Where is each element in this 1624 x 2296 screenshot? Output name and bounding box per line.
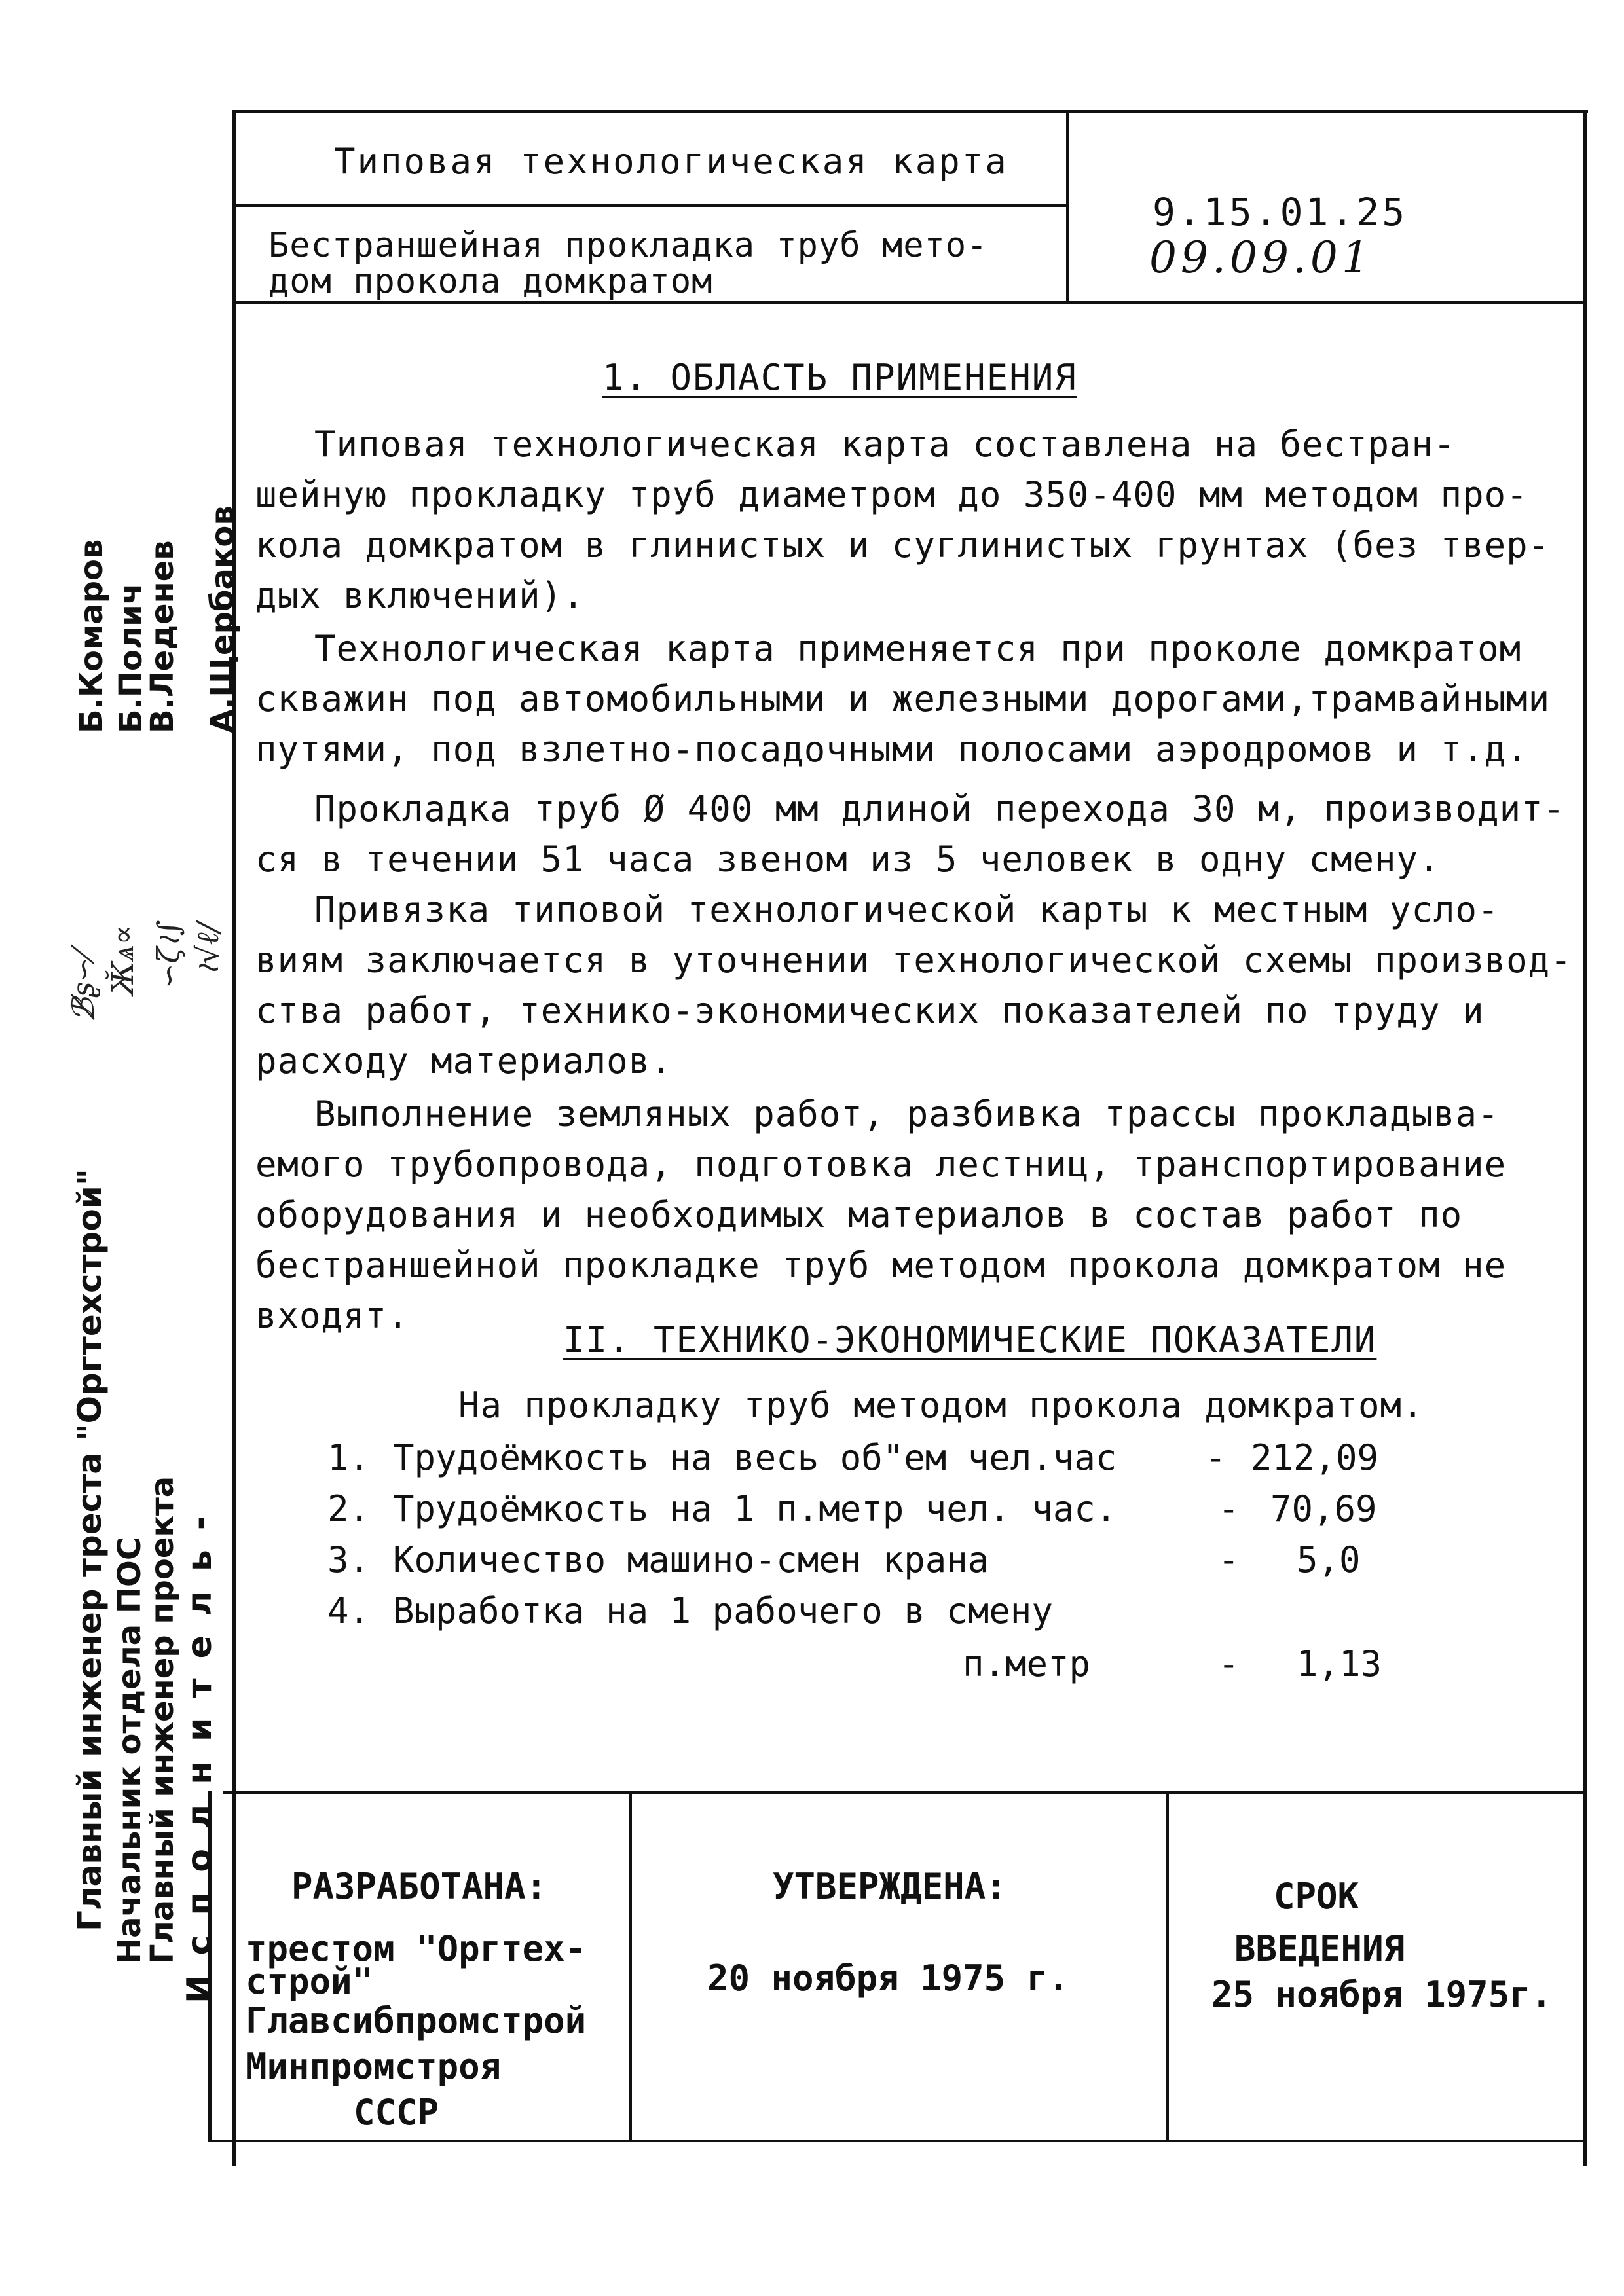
card-title: Типовая технологическая карта xyxy=(334,141,1008,182)
term-line: 25 ноября 1975г. xyxy=(1211,1974,1553,2015)
paragraph-line: Технологическая карта применяется при проколе домкратом xyxy=(314,628,1522,669)
indicator-number: 4. xyxy=(327,1590,371,1631)
developed-line: строй" xyxy=(246,1961,374,2002)
term-line: ВВЕДЕНИЯ xyxy=(1234,1928,1405,1969)
approved-date: 20 ноября 1975 г. xyxy=(707,1958,1069,1999)
indicator-value: 212,09 xyxy=(1251,1437,1379,1478)
indicator-row xyxy=(327,1437,1441,1488)
developed-label: РАЗРАБОТАНА: xyxy=(291,1866,547,1907)
card-subtitle-line1: Бестраншейная прокладка труб мето- xyxy=(268,226,988,265)
indicator-number: 2. xyxy=(327,1488,371,1529)
indicator-row xyxy=(327,1590,1441,1641)
frame-right-line xyxy=(1583,110,1587,2166)
indicator-label: Трудоёмкость на весь об"ем чел.час xyxy=(393,1437,1117,1478)
paragraph-line: бестраншейной прокладке труб методом прокола домкратом не xyxy=(255,1245,1507,1286)
signer-shcherbakov: А.Щербаков xyxy=(204,505,241,733)
paragraph-line: Прокладка труб Ø 400 мм длиной перехода 30 м, производит- xyxy=(314,788,1566,829)
paragraph-1 xyxy=(255,419,1578,621)
paragraph-2 xyxy=(255,623,1578,774)
indicator-value: 70,69 xyxy=(1270,1488,1377,1529)
paragraph-line: ся в течении 51 часа звеном из 5 человек в одну смену. xyxy=(255,839,1441,880)
indicator-label: п.метр xyxy=(963,1643,1091,1685)
indicator-dash: - xyxy=(1218,1539,1240,1580)
section1-body xyxy=(255,419,1578,1341)
handwritten-signature: Ӂѧ∝ xyxy=(105,924,140,995)
paragraph-line: емого трубопровода, подготовка лестниц, транспортирование xyxy=(255,1144,1507,1185)
signer-ledenev: В.Леденев xyxy=(144,540,181,733)
approved-label: УТВЕРЖДЕНА: xyxy=(773,1866,1007,1907)
document-code: 9.15.01.25 xyxy=(1153,190,1408,234)
paragraph-line: путями, под взлетно-посадочными полосами аэродромов и т.д. xyxy=(255,729,1528,770)
indicator-row xyxy=(327,1539,1441,1590)
section2-heading xyxy=(563,1319,1376,1360)
footer-top-line xyxy=(223,1791,1587,1794)
paragraph-line: дых включений). xyxy=(255,575,585,616)
term-line: СРОК xyxy=(1274,1876,1359,1917)
developed-line: трестом "Оргтех- xyxy=(246,1928,587,1969)
indicator-label: Трудоёмкость на 1 п.метр чел. час. xyxy=(393,1488,1117,1529)
indicator-row xyxy=(327,1643,1441,1694)
position-line: Главный инженер проекта xyxy=(144,1476,181,1964)
frame-top-line xyxy=(232,110,1588,113)
paragraph-3 xyxy=(255,784,1578,884)
paragraph-line: кола домкратом в глинистых и суглинистых грунтах (без твер- xyxy=(255,524,1551,566)
paragraph-line: входят. xyxy=(255,1295,409,1336)
footer-divider-2 xyxy=(1166,1791,1169,2141)
paragraph-line: шейную прокладку труб диаметром до 350-400 мм методом про- xyxy=(255,474,1528,515)
indicator-row xyxy=(327,1488,1441,1539)
paragraph-line: Типовая технологическая карта составлена на бестран- xyxy=(314,424,1456,465)
handwritten-signature: ∽ζ≀∫ xyxy=(151,920,186,989)
position-line: Начальник отдела ПОС xyxy=(111,1537,148,1964)
developed-line: СССР xyxy=(354,2092,439,2133)
footer-divider-1 xyxy=(629,1791,632,2141)
header-divider-v xyxy=(1066,110,1069,303)
paragraph-5 xyxy=(255,1089,1578,1341)
header-divider-h xyxy=(232,204,1067,207)
indicator-number: 1. xyxy=(327,1437,371,1478)
handwritten-signature: ≀√ℓ∕ xyxy=(190,922,225,975)
paragraph-line: скважин под автомобильными и железными дорогами,трамвайными xyxy=(255,678,1551,720)
indicator-value: 5,0 xyxy=(1297,1539,1361,1580)
developed-line: Минпромстроя xyxy=(246,2046,502,2087)
paragraph-line: расходу материалов. xyxy=(255,1040,673,1082)
section2-heading-text: II. ТЕХНИКО-ЭКОНОМИЧЕСКИЕ ПОКАЗАТЕЛИ xyxy=(563,1319,1377,1360)
paragraph-line: ства работ, технико-экономических показателей по труду и xyxy=(255,990,1485,1031)
handwritten-code: 09.09.01 xyxy=(1149,232,1373,283)
paragraph-line: оборудования и необходимых материалов в состав работ по xyxy=(255,1194,1463,1235)
developed-line: Главсибпромстрой xyxy=(246,2000,587,2041)
frame-left-line xyxy=(232,110,236,2166)
org-title: Главный инженер треста "Оргтехстрой" xyxy=(71,1169,109,1931)
indicator-dash: - xyxy=(1205,1437,1227,1478)
section1-heading-text: 1. ОБЛАСТЬ ПРИМЕНЕНИЯ xyxy=(602,357,1077,398)
paragraph-line: виям заключается в уточнении технологической схемы производ- xyxy=(255,939,1572,981)
card-subtitle-line2: дом прокола домкратом xyxy=(268,262,713,301)
signer-komarov: Б.Комаров xyxy=(73,539,110,733)
executors-label: Исполнитель- xyxy=(180,1496,219,2003)
indicator-value: 1,13 xyxy=(1297,1643,1382,1685)
signer-polich: Б.Полич xyxy=(113,583,149,733)
indicator-number: 3. xyxy=(327,1539,371,1580)
section1-heading xyxy=(602,357,1077,398)
header-bottom-line xyxy=(232,301,1587,304)
indicator-dash: - xyxy=(1218,1643,1240,1685)
paragraph-line: Выполнение земляных работ, разбивка трассы прокладыва- xyxy=(314,1093,1500,1135)
handwritten-signature: ℬ̸ʂ∽⁄ xyxy=(65,952,101,1021)
indicators-intro: На прокладку труб методом прокола домкратом. xyxy=(458,1385,1424,1426)
indicator-label: Количество машино-смен крана xyxy=(393,1539,989,1580)
paragraph-line: Привязка типовой технологической карты к местным усло- xyxy=(314,889,1500,930)
paragraph-4 xyxy=(255,884,1578,1086)
footer-bottom-line xyxy=(208,2140,1587,2142)
indicator-label: Выработка на 1 рабочего в смену xyxy=(393,1590,1053,1631)
indicator-dash: - xyxy=(1218,1488,1240,1529)
